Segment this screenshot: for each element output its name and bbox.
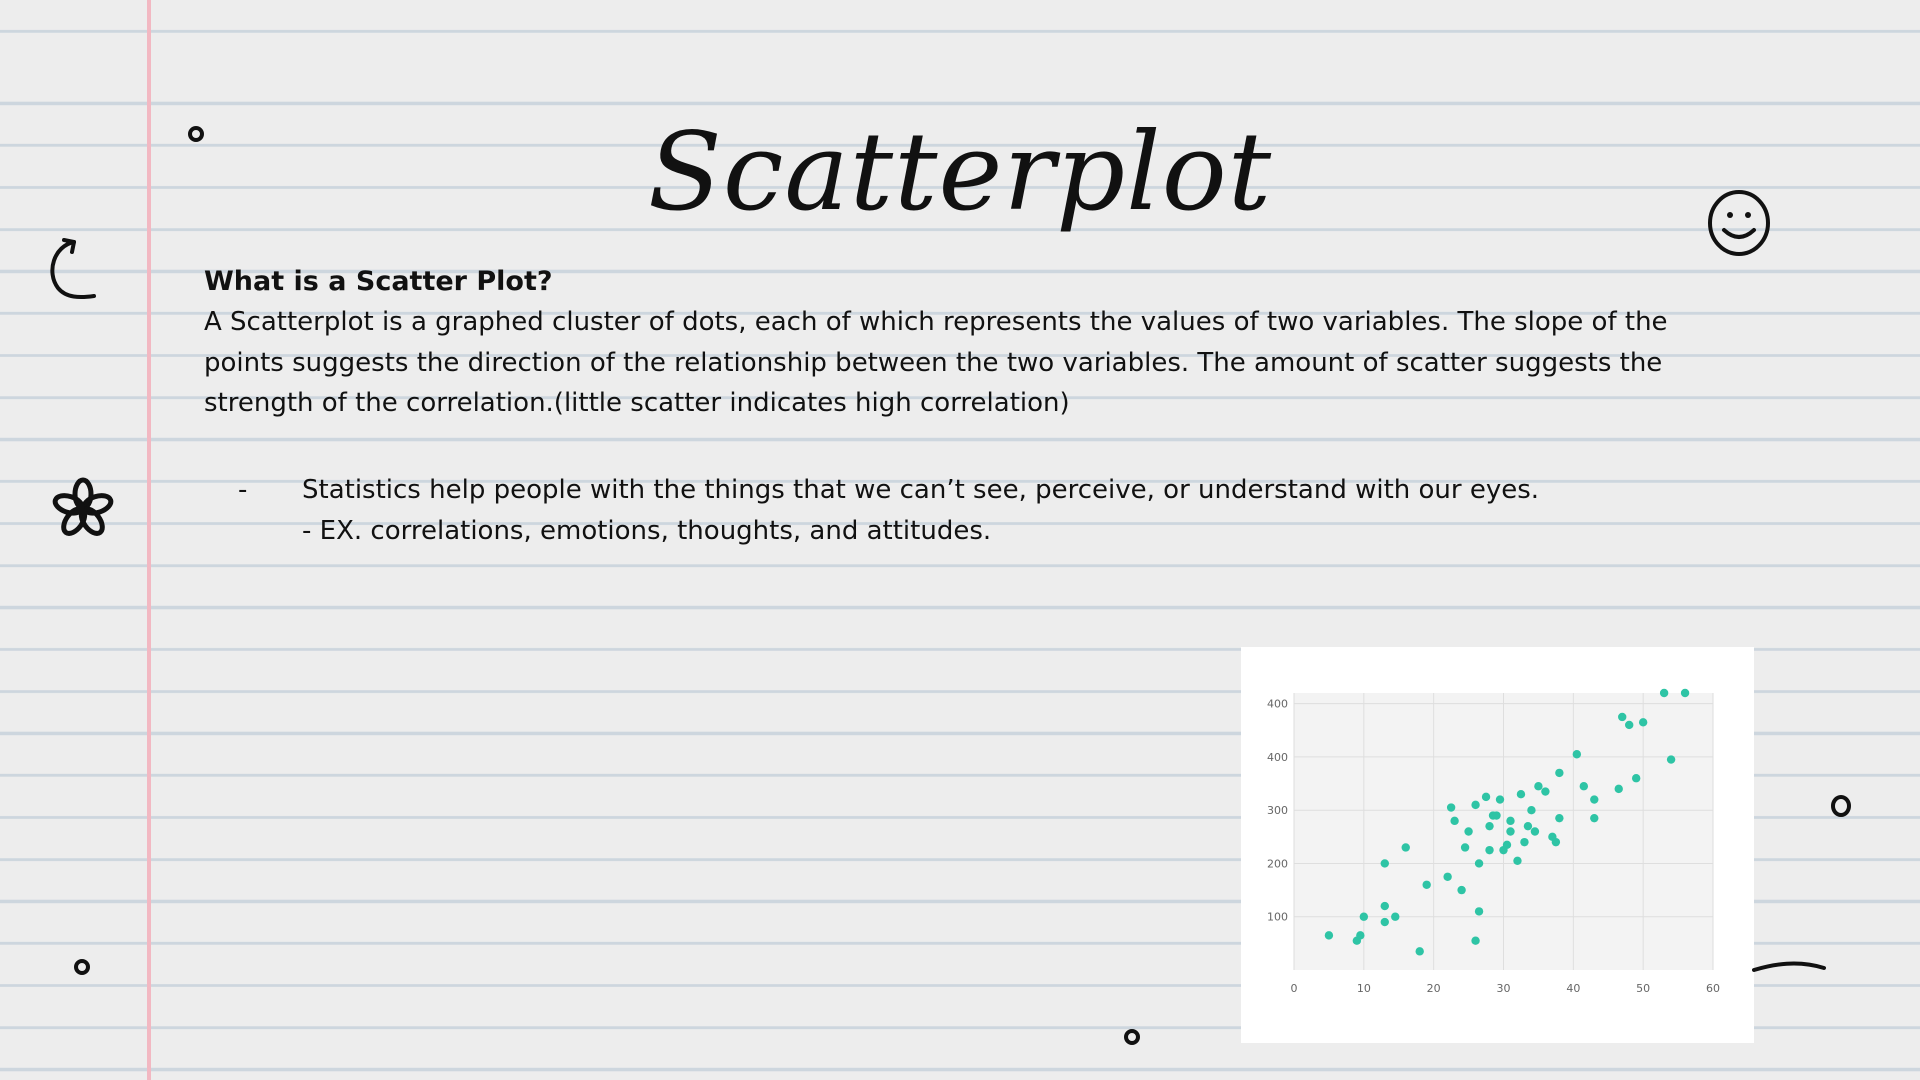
scatter-point bbox=[1457, 886, 1465, 894]
scatter-point bbox=[1464, 827, 1472, 835]
circle-dot-icon bbox=[186, 124, 206, 144]
scatter-point bbox=[1618, 713, 1626, 721]
scatter-point bbox=[1517, 790, 1525, 798]
scatter-chart bbox=[1241, 647, 1754, 1043]
scatter-point bbox=[1531, 827, 1539, 835]
scatter-point bbox=[1552, 838, 1560, 846]
scatter-point bbox=[1402, 843, 1410, 851]
scatter-point bbox=[1555, 814, 1563, 822]
scatter-point bbox=[1632, 774, 1640, 782]
y-tick-label: 400 bbox=[1267, 750, 1288, 764]
scatter-point bbox=[1391, 913, 1399, 921]
scatter-point bbox=[1524, 822, 1532, 830]
scatter-point bbox=[1360, 913, 1368, 921]
scatter-point bbox=[1534, 782, 1542, 790]
scatter-chart-card bbox=[1241, 647, 1754, 1043]
scatter-point bbox=[1660, 689, 1668, 697]
scatter-point bbox=[1580, 782, 1588, 790]
x-tick-label: 40 bbox=[1566, 982, 1581, 995]
scatter-point bbox=[1615, 785, 1623, 793]
scatter-point bbox=[1681, 689, 1689, 697]
scatter-point bbox=[1422, 881, 1430, 889]
scatter-point bbox=[1447, 803, 1455, 811]
smiley-icon bbox=[1706, 188, 1772, 258]
bullet-line-1: Statistics help people with the things that we can’t see, perceive, or understand with our eyes. bbox=[302, 475, 1540, 505]
definition-line-1: A Scatterplot is a graphed cluster of dots, each of which represents the values of two variables. The slope of the bbox=[204, 307, 1668, 337]
scatter-point bbox=[1381, 918, 1389, 926]
circle-dot-icon bbox=[1122, 1027, 1142, 1047]
scatter-point bbox=[1485, 846, 1493, 854]
scatter-point bbox=[1555, 769, 1563, 777]
scatter-point bbox=[1443, 873, 1451, 881]
definition-line-2: points suggests the direction of the relationship between the two variables. The amount of scatter suggests the bbox=[204, 347, 1663, 378]
scatter-point bbox=[1590, 795, 1598, 803]
circle-dot-icon bbox=[72, 957, 92, 977]
scatter-point bbox=[1590, 814, 1598, 822]
bullet-marker: - bbox=[238, 475, 248, 505]
scatter-point bbox=[1541, 787, 1549, 795]
bullet-line-2: - EX. correlations, emotions, thoughts, and attitudes. bbox=[302, 516, 992, 546]
scatter-point bbox=[1475, 907, 1483, 915]
scatter-point bbox=[1667, 755, 1675, 763]
swoosh-line-icon bbox=[1752, 952, 1826, 978]
scatter-point bbox=[1450, 817, 1458, 825]
scatter-point bbox=[1356, 931, 1364, 939]
scatter-point bbox=[1503, 841, 1511, 849]
scatter-point bbox=[1520, 838, 1528, 846]
circle-dot-icon bbox=[1828, 793, 1854, 819]
y-tick-label: 400 bbox=[1267, 697, 1288, 711]
x-tick-label: 10 bbox=[1356, 982, 1371, 995]
scatter-point bbox=[1461, 843, 1469, 851]
scatter-point bbox=[1325, 931, 1333, 939]
x-tick-label: 0 bbox=[1290, 982, 1298, 995]
x-tick-label: 20 bbox=[1426, 982, 1441, 995]
scatter-point bbox=[1381, 859, 1389, 867]
definition-line-3: strength of the correlation.(little scatter indicates high correlation) bbox=[204, 388, 1070, 418]
scatter-point bbox=[1471, 937, 1479, 945]
scatter-point bbox=[1471, 801, 1479, 809]
scatter-point bbox=[1513, 857, 1521, 865]
section-heading: What is a Scatter Plot? bbox=[204, 266, 553, 297]
scatter-point bbox=[1496, 795, 1504, 803]
y-tick-label: 100 bbox=[1267, 910, 1288, 924]
scatter-point bbox=[1573, 750, 1581, 758]
x-tick-label: 30 bbox=[1496, 982, 1511, 995]
y-tick-label: 300 bbox=[1267, 804, 1288, 818]
scatter-point bbox=[1381, 902, 1389, 910]
page-title: Scatterplot bbox=[647, 110, 1273, 235]
x-tick-label: 60 bbox=[1706, 982, 1720, 995]
scatter-point bbox=[1485, 822, 1493, 830]
scatter-point bbox=[1475, 859, 1483, 867]
scatter-point bbox=[1492, 811, 1500, 819]
y-tick-label: 200 bbox=[1267, 857, 1288, 871]
x-tick-label: 50 bbox=[1636, 982, 1651, 995]
scatter-point bbox=[1416, 947, 1424, 955]
scatter-point bbox=[1506, 827, 1514, 835]
flower-icon bbox=[48, 474, 118, 544]
curved-arrow-icon bbox=[40, 230, 102, 302]
scatter-point bbox=[1625, 721, 1633, 729]
scatter-point bbox=[1506, 817, 1514, 825]
scatter-point bbox=[1527, 806, 1535, 814]
definition-section bbox=[204, 262, 1704, 424]
scatter-point bbox=[1482, 793, 1490, 801]
scatter-point bbox=[1639, 718, 1647, 726]
